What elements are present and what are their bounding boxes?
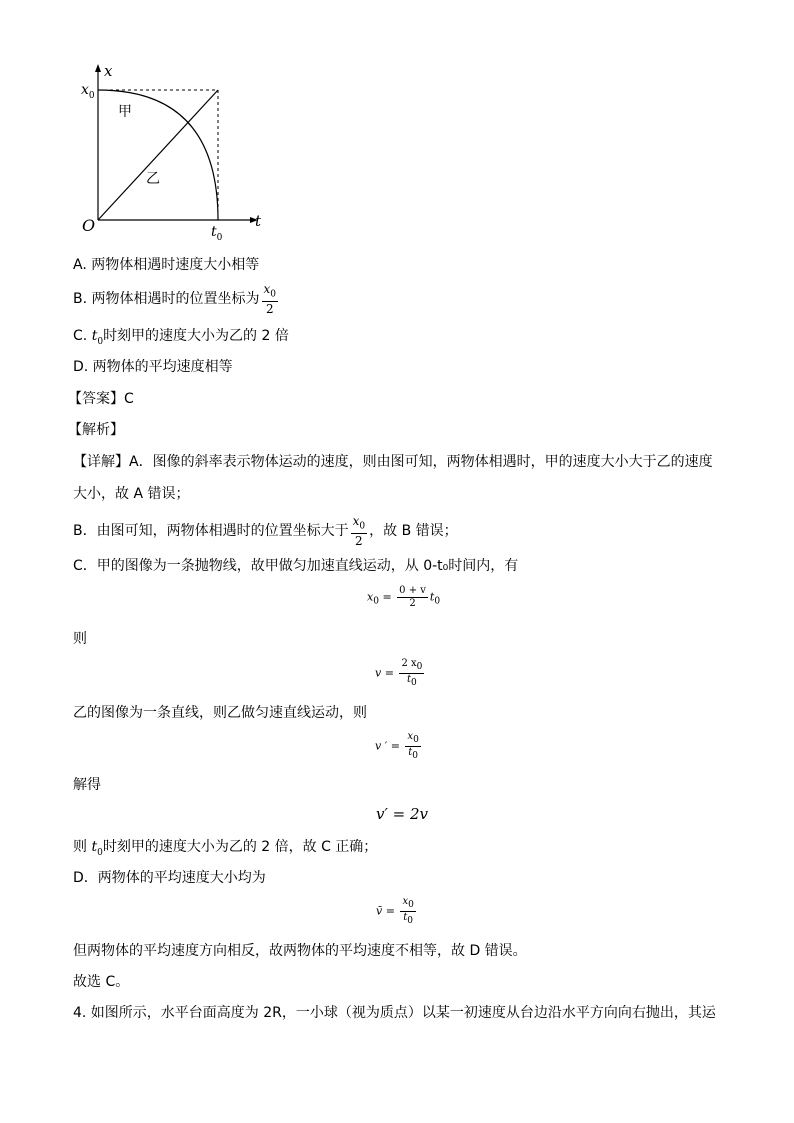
formula-x0: $x_0$ = $\frac{0 + v}{2}$ $t_0$ <box>367 585 441 609</box>
formula-v-prime-2v: v′ = 2v <box>376 805 429 823</box>
formula-v-bar: v̄ = $\frac{x_0}{t_0}$ <box>376 896 414 926</box>
x0-label: $x_0$ <box>81 82 95 101</box>
analysis-conclusion-c: 则 $t_0$时刻甲的速度大小为乙的 2 倍，故 C 正确； <box>73 839 378 858</box>
analysis-jiede: 解得 <box>73 777 101 793</box>
next-question: 4. 如图所示，水平台面高度为 2R，一小球（视为质点）以某一初速度从台边沿水平方向向右抛出，其运 <box>73 1005 716 1021</box>
x-axis-arrow <box>95 64 101 72</box>
formula-v: v = $\frac{2 x_0}{t_0}$ <box>375 658 423 688</box>
origin-label: O <box>82 216 96 235</box>
axis-x-label: x <box>104 62 113 80</box>
option-a: A. 两物体相遇时速度大小相等 <box>73 257 260 273</box>
analysis-detail-1: 【详解】A．图像的斜率表示物体运动的速度，则由图可知，两物体相遇时，甲的速度大小大于乙的速度 <box>73 454 713 470</box>
curve-jia-label: 甲 <box>118 104 132 120</box>
answer <box>68 389 134 409</box>
analysis-d: D．两物体的平均速度大小均为 <box>73 870 266 886</box>
t0-label: $t_0$ <box>211 224 223 243</box>
analysis-b: B．由图可知，两物体相遇时的位置坐标大于 $\frac{x_0}{2}$ ，故 B 错误； <box>73 514 458 549</box>
x-t-graph <box>76 58 276 248</box>
analysis-c: C．甲的图像为一条抛物线，故甲做匀加速直线运动，从 0-t₀时间内，有 <box>73 558 519 574</box>
option-d: D. 两物体的平均速度相等 <box>73 359 233 375</box>
answer-label: 【答案】 <box>68 391 124 407</box>
analysis-ze: 则 <box>73 631 87 647</box>
analysis-yi: 乙的图像为一条直线，则乙做匀速直线运动，则 <box>73 705 367 721</box>
axis-t-label: t <box>255 212 262 230</box>
option-b: B. 两物体相遇时的位置坐标为 $\frac{x_0}{2}$ <box>73 282 277 317</box>
formula-v-prime: v ′ = $\frac{x_0}{t_0}$ <box>375 731 419 761</box>
answer-value: C <box>124 391 134 407</box>
line-yi-label: 乙 <box>146 171 160 187</box>
analysis-final: 故选 C。 <box>73 974 130 990</box>
analysis-label: 【解析】 <box>68 422 124 438</box>
analysis-d-conclusion: 但两物体的平均速度方向相反，故两物体的平均速度不相等，故 D 错误。 <box>73 943 527 959</box>
option-c: C. $t_0$时刻甲的速度大小为乙的 2 倍 <box>73 328 289 347</box>
analysis-detail-2: 大小，故 A 错误； <box>73 486 190 502</box>
line-yi <box>98 90 218 220</box>
